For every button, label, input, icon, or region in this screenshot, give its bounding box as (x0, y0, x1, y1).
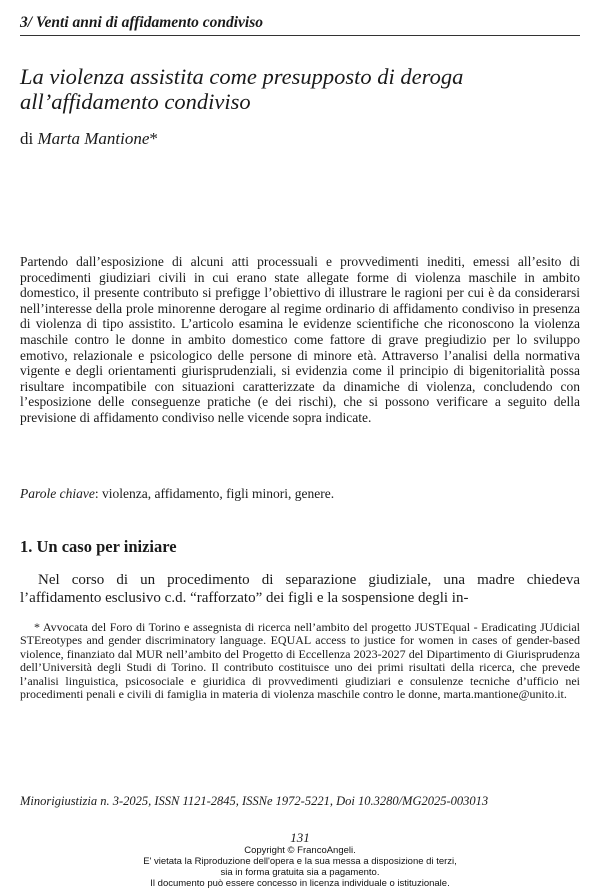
footnote: * Avvocata del Foro di Torino e assegnista di ricerca nell’ambito del progetto JUSTEqual - Eradicating JUdicial STEreotypes and gender discriminatory language. EQUAL access to justice for women in cases of gender-based violence, finanziato dal MUR nell’ambito del Progetto di Eccellenza 2023-2027 del Dipartimento di Giurisprudenza dell’Università degli Studi di Torino. Il contributo costituisce uno dei primi risultati della ricerca, che prevede l’analisi linguistica, psicosociale e giuridica di provvedimenti giudiziari e consulenze tecniche d’ufficio nei procedimenti penali e civili di famiglia in materia di violenza maschile contro le donne, marta.mantione@unito.it. (20, 620, 580, 702)
abstract: Partendo dall’esposizione di alcuni atti processuali e provvedimenti inediti, emessi all’esito di procedimenti giudiziari civili in cui erano state allegate forme di violenza maschile in ambito domestico, il presente contributo si prefigge l’obiettivo di illustrare le ragioni per cui è da considerarsi nell’interesse della prole minorenne derogare al regime ordinario di affidamento condiviso in presenza di violenza di tipo assistito. L’articolo esamina le evidenze scientifiche che riconoscono la violenza maschile contro le donne in ambito domestico come fattore di grave pregiudizio per lo sviluppo emotivo, relazionale e psicologico delle persone di minore età. Attraverso l’analisi della normativa vigente e degli orientamenti giurisprudenziali, si evidenzia come il principio di bigenitorialità possa risultare incompatibile con situazioni caratterizzate da dinamiche di violenza, concludendo con l’esposizione delle conseguenze pratiche (e dei rischi), che si possono verificare a seguito della previsione di affidamento condiviso nelle vicende sopra indicate. (20, 254, 580, 425)
copyright-notice (20, 845, 580, 889)
page-number: 131 (290, 830, 310, 845)
journal-reference: Minorigiustizia n. 3-2025, ISSN 1121-2845, ISSNe 1972-5221, Doi 10.3280/MG2025-003013 (20, 794, 489, 808)
section-title: 1. Un caso per iniziare (20, 537, 177, 556)
keywords (20, 486, 580, 502)
article-title: La violenza assistita come presupposto di deroga all’affidamento condiviso (20, 64, 464, 114)
copyright-line: E' vietata la Riproduzione dell'opera e la sua messa a disposizione di terzi, (143, 856, 457, 867)
keywords-label: Parole chiave (20, 486, 95, 501)
copyright-line: sia in forma gratuita sia a pagamento. (220, 867, 380, 878)
copyright-line: Copyright © FrancoAngeli. (244, 845, 356, 856)
byline (20, 129, 158, 149)
byline-prefix: di (20, 129, 38, 148)
section-header: 3/ Venti anni di affidamento condiviso (20, 14, 580, 36)
copyright-line: Il documento può essere concesso in licenza individuale o istituzionale. (150, 878, 450, 889)
keywords-values: : violenza, affidamento, figli minori, genere. (94, 486, 335, 501)
author-footnote-mark: * (149, 129, 158, 148)
author-name: Marta Mantione (37, 129, 150, 148)
body-paragraph: Nel corso di un procedimento di separazione giudiziale, una madre chiedeva l’affidamento esclusivo c.d. “rafforzato” dei figli e la sospensione degli in- (20, 572, 580, 606)
